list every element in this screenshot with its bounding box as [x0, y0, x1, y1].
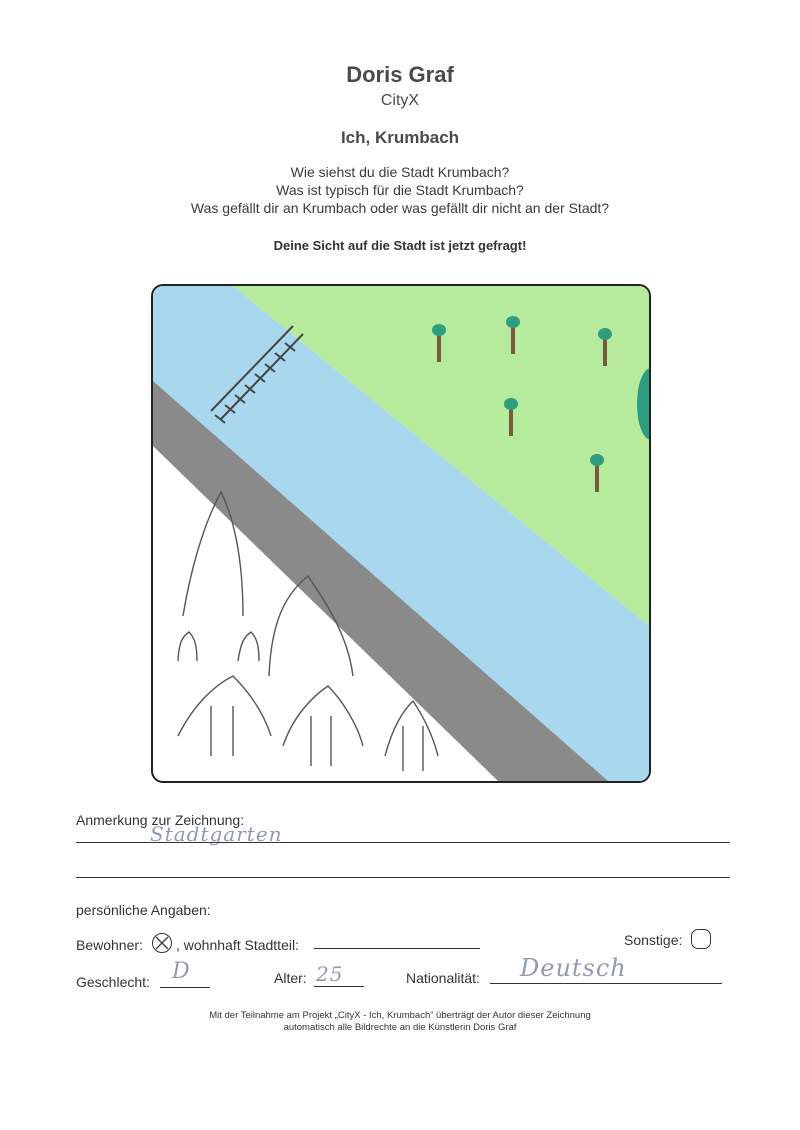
age-label: Alter: — [274, 970, 307, 986]
other-checkbox[interactable] — [691, 929, 711, 949]
nationality-field-line — [490, 983, 722, 984]
remark-line-2 — [76, 877, 730, 878]
gender-field-line — [160, 987, 210, 988]
remark-line-1 — [76, 842, 730, 843]
question-1: Wie siehst du die Stadt Krumbach? — [290, 164, 510, 180]
footer-line-2: automatisch alle Bildrechte an die Künstlerin Doris Graf — [283, 1022, 517, 1033]
remark-label: Anmerkung zur Zeichnung: — [76, 812, 245, 828]
gender-label: Geschlecht: — [76, 974, 150, 990]
age-value[interactable]: 25 — [316, 962, 344, 986]
district-field-line — [314, 948, 480, 949]
resident-label: Bewohner: — [76, 937, 143, 953]
call-to-action: Deine Sicht auf die Stadt ist jetzt gefragt! — [273, 238, 527, 253]
nationality-label: Nationalität: — [406, 970, 480, 986]
question-2: Was ist typisch für die Stadt Krumbach? — [276, 182, 524, 198]
remark-value[interactable]: Stadtgarten — [150, 822, 283, 846]
nationality-value[interactable]: Deutsch — [520, 954, 627, 982]
page-subtitle: Ich, Krumbach — [340, 128, 460, 147]
drawing-frame — [151, 284, 651, 783]
child-drawing — [153, 286, 649, 781]
gender-value[interactable]: D — [172, 959, 191, 984]
district-label: , wohnhaft Stadtteil: — [176, 937, 299, 953]
check-x-icon — [153, 934, 171, 952]
footer-line-1: Mit der Teilnahme am Projekt „CityX - Ich, Krumbach“ überträgt der Autor dieser Zeichnung — [209, 1010, 591, 1021]
age-field-line — [314, 986, 364, 987]
personal-info-label: persönliche Angaben: — [76, 902, 211, 918]
question-3: Was gefällt dir an Krumbach oder was gefällt dir nicht an der Stadt? — [190, 200, 610, 216]
author-name: Doris Graf — [346, 62, 454, 87]
other-label: Sonstige: — [624, 932, 683, 948]
project-name: CityX — [380, 92, 420, 109]
resident-checkbox[interactable] — [152, 933, 172, 953]
